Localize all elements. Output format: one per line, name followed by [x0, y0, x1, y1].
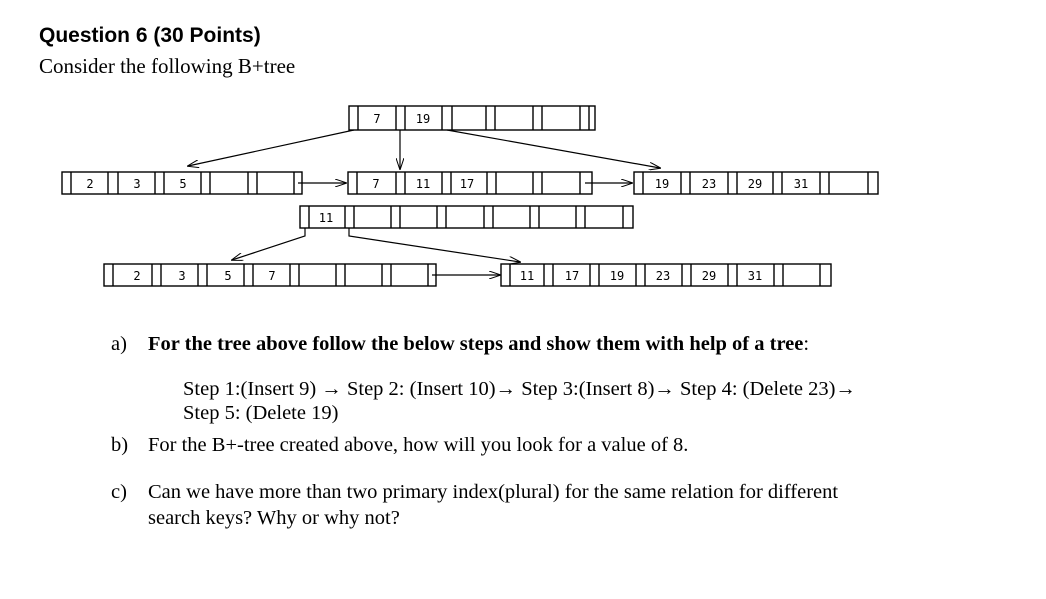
- left-leaf-key-3: 5: [179, 177, 187, 191]
- part-a-text: For the tree above follow the below steps and show them with help of a tree: [148, 333, 804, 355]
- part-c-line-2: search keys? Why or why not?: [148, 507, 400, 529]
- part-c-line-1: Can we have more than two primary index(plural) for the same relation for different: [148, 481, 839, 503]
- subtree-right-leaf-key-5: 29: [701, 269, 717, 283]
- right-leaf-key-3: 29: [747, 177, 763, 191]
- part-a: [111, 331, 1011, 359]
- left-leaf-key-2: 3: [133, 177, 141, 191]
- subtree-left-leaf-key-2: 3: [178, 269, 186, 283]
- right-leaf-key-2: 23: [701, 177, 717, 191]
- middle-leaf-key-2: 11: [415, 177, 431, 191]
- right-leaf-key-1: 19: [654, 177, 670, 191]
- question-intro: Consider the following B+tree: [39, 54, 296, 78]
- part-c: [111, 479, 1011, 535]
- steps-block: [183, 376, 856, 427]
- subtree-right-leaf-key-3: 19: [609, 269, 625, 283]
- right-leaf-key-4: 31: [793, 177, 809, 191]
- root-key-2: 19: [415, 112, 431, 126]
- subtree-right-leaf-key-1: 11: [519, 269, 535, 283]
- steps-line-1: Step 1:(Insert 9) → Step 2: (Insert 10)→ Step 3:(Insert 8)→ Step 4: (Delete 23)→: [183, 378, 856, 400]
- subtree-root-pointers: [232, 228, 520, 262]
- part-b-label: b): [111, 434, 129, 456]
- steps-line-2: Step 5: (Delete 19): [183, 402, 339, 424]
- subtree-right-leaf-key-4: 23: [655, 269, 671, 283]
- subtree-left-leaf-key-4: 7: [268, 269, 276, 283]
- subtree-root-key-1: 11: [318, 211, 334, 225]
- root-key-1: 7: [373, 112, 381, 126]
- middle-leaf-key-1: 7: [372, 177, 380, 191]
- part-a-label: a): [111, 333, 127, 355]
- part-b-text: For the B+-tree created above, how will you look for a value of 8.: [148, 434, 689, 456]
- middle-leaf-key-3: 17: [459, 177, 475, 191]
- subtree-left-leaf-key-3: 5: [224, 269, 232, 283]
- subtree-root-node: [300, 206, 633, 228]
- left-leaf-key-1: 2: [86, 177, 94, 191]
- root-node: [349, 106, 595, 130]
- part-c-label: c): [111, 481, 127, 503]
- subtree-right-leaf-key-2: 17: [564, 269, 580, 283]
- subtree-right-leaf-key-6: 31: [747, 269, 763, 283]
- question-title: Question 6 (30 Points): [39, 24, 261, 47]
- part-b: [111, 432, 1011, 460]
- subtree-left-leaf-key-1: 2: [133, 269, 141, 283]
- root-pointers: [188, 130, 660, 169]
- part-a-colon: :: [803, 333, 810, 355]
